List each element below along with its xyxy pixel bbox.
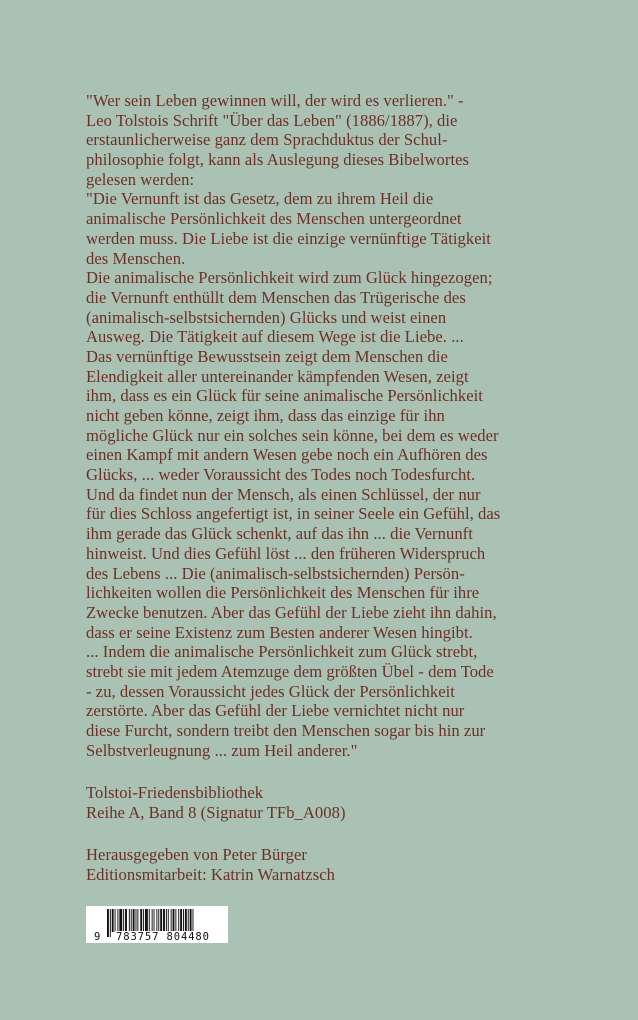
blurb-line: nicht geben könne, zeigt ihm, dass das einzige für ihn	[86, 406, 445, 425]
blurb-line: gelesen werden:	[86, 169, 195, 189]
blurb-line: philosophie folgt, kann als Auslegung dieses Bibelwortes	[86, 150, 470, 170]
blurb-line: einen Kampf mit andern Wesen gebe noch ein Aufhören des	[86, 445, 488, 465]
spacer	[86, 760, 566, 783]
blurb-line: Das vernünftige Bewusstsein zeigt dem Menschen die	[86, 346, 448, 366]
blurb	[86, 91, 566, 760]
blurb-line: erstaunlicherweise ganz dem Sprachduktus der Schul-	[86, 130, 448, 150]
blurb-line: Zwecke benutzen. Aber das Gefühl der Liebe zieht ihn dahin,	[86, 602, 497, 622]
blurb-line: (animalisch-selbstsichernden) Glücks und weist einen	[86, 307, 447, 327]
series-volume: Reihe A, Band 8 (Signatur TFb_A008)	[86, 802, 346, 822]
blurb-line: ... Indem die animalische Persönlichkeit zum Glück strebt,	[86, 642, 478, 662]
blurb-line: mögliche Glück nur ein solches sein könne, bei dem es weder	[86, 425, 499, 445]
blurb-line: lichkeiten wollen die Persönlichkeit des Menschen für ihre	[86, 583, 480, 603]
blurb-line: die Vernunft enthüllt dem Menschen das Trügerische des	[86, 287, 466, 307]
series-name: Tolstoi-Friedensbibliothek	[86, 782, 264, 802]
blurb-line: - zu, dessen Voraussicht jedes Glück der Persönlichkeit	[86, 681, 455, 701]
blurb-line: "Wer sein Leben gewinnen will, der wird es verlieren." -	[86, 91, 464, 110]
blurb-line: des Lebens ... Die (animalisch-selbstsichernden) Persön-	[86, 563, 465, 583]
blurb-line: animalische Persönlichkeit des Menschen untergeordnet	[86, 209, 462, 229]
blurb-line: dass er seine Existenz zum Besten anderer Wesen hingibt.	[86, 622, 473, 642]
blurb-line: diese Furcht, sondern treibt den Menschen sogar bis hin zur	[86, 721, 486, 740]
blurb-line: Leo Tolstois Schrift "Über das Leben" (1886/1887), die	[86, 110, 458, 130]
blurb-line: "Die Vernunft ist das Gesetz, dem zu ihrem Heil die	[86, 189, 434, 209]
blurb-line: Elendigkeit aller untereinander kämpfenden Wesen, zeigt	[86, 366, 469, 386]
blurb-line: Die animalische Persönlichkeit wird zum Glück hingezogen;	[86, 268, 493, 288]
blurb-line: des Menschen.	[86, 248, 186, 268]
collaborator-credit: Editionsmitarbeit: Katrin Warnatzsch	[86, 864, 335, 884]
blurb-line: Glücks, ... weder Voraussicht des Todes noch Todesfurcht.	[86, 465, 476, 485]
blurb-line: strebt sie mit jedem Atemzuge dem größten Übel - dem Tode	[86, 661, 494, 681]
blurb-line: werden muss. Die Liebe ist die einzige vernünftige Tätigkeit	[86, 228, 491, 248]
editor-credit: Herausgegeben von Peter Bürger	[86, 844, 307, 864]
blurb-line: hinweist. Und dies Gefühl löst ... den früheren Widerspruch	[86, 543, 486, 563]
blurb-line: zerstörte. Aber das Gefühl der Liebe vernichtet nicht nur	[86, 701, 465, 721]
blurb-line: Und da findet nun der Mensch, als einen Schlüssel, der nur	[86, 484, 481, 504]
isbn-barcode	[86, 906, 228, 943]
back-cover-text	[86, 91, 566, 884]
isbn-digits: 783757 804480	[116, 931, 210, 943]
spacer	[86, 822, 566, 845]
blurb-line: Selbstverleugnung ... zum Heil anderer."	[86, 740, 358, 760]
blurb-line: ihm, dass es ein Glück für seine animalische Persönlichkeit	[86, 386, 483, 406]
blurb-line: ihm gerade das Glück schenkt, auf das ihn ... die Vernunft	[86, 524, 473, 544]
isbn-lead-digit: 9	[94, 931, 101, 943]
blurb-line: Ausweg. Die Tätigkeit auf diesem Wege ist die Liebe. ...	[86, 327, 464, 347]
blurb-line: für dies Schloss angefertigt ist, in seiner Seele ein Gefühl, das	[86, 504, 501, 524]
